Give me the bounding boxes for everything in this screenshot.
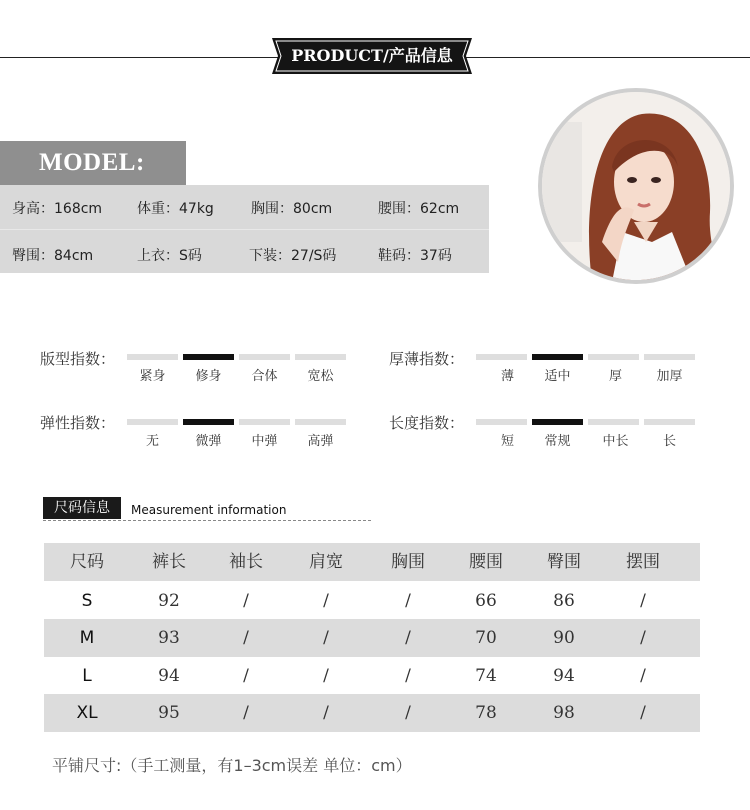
stat-shoe-size: 鞋码：37码 — [378, 248, 452, 264]
fit-index-segment-selected — [183, 354, 234, 360]
table-cell: / — [323, 703, 329, 723]
thickness-option-label: 适中 — [544, 369, 571, 384]
table-cell: / — [640, 666, 646, 686]
table-row — [44, 619, 700, 657]
length-option-label: 中长 — [602, 434, 629, 449]
table-cell: / — [323, 666, 329, 686]
thickness-index-segment-selected — [532, 354, 583, 360]
table-cell: / — [640, 703, 646, 723]
section-divider — [43, 520, 371, 521]
thickness-index-segment — [644, 354, 695, 360]
stat-hips: 臀围：84cm — [12, 248, 94, 264]
table-cell: / — [243, 666, 249, 686]
elasticity-option-label: 中弹 — [251, 434, 278, 449]
table-cell: M — [79, 628, 95, 648]
table-cell: 94 — [158, 666, 180, 686]
thickness-option-label: 薄 — [500, 369, 514, 384]
length-index-segment — [588, 419, 639, 425]
table-cell: / — [323, 591, 329, 611]
table-cell: 94 — [553, 666, 575, 686]
table-cell: / — [243, 628, 249, 648]
stat-waist: 腰围：62cm — [378, 201, 460, 217]
column-header: 胸围 — [391, 552, 425, 572]
elasticity-option-label: 无 — [145, 434, 159, 449]
column-header: 裤长 — [152, 552, 186, 572]
elasticity-index-title: 弹性指数： — [40, 414, 116, 432]
elasticity-index-segment — [295, 419, 346, 425]
table-cell: / — [640, 628, 646, 648]
table-row — [44, 582, 700, 620]
table-cell: / — [243, 703, 249, 723]
thickness-option-label: 厚 — [608, 369, 622, 384]
measurement-note: 平铺尺寸:（手工测量，有1–3cm误差 单位：cm） — [52, 756, 412, 775]
column-header: 摆围 — [626, 552, 660, 572]
table-cell: / — [405, 628, 411, 648]
column-header: 袖长 — [229, 552, 263, 572]
elasticity-option-label: 高弹 — [307, 434, 334, 449]
thickness-index-segment — [588, 354, 639, 360]
table-cell: / — [323, 628, 329, 648]
elasticity-index-segment — [239, 419, 290, 425]
fit-index-segment — [127, 354, 178, 360]
size-info-subtitle: Measurement information — [131, 503, 287, 517]
table-cell: / — [243, 591, 249, 611]
length-option-label: 长 — [662, 434, 676, 449]
stat-top-size: 上衣：S码 — [137, 248, 202, 264]
fit-index-segment — [239, 354, 290, 360]
elasticity-option-label: 微弹 — [195, 434, 222, 449]
table-cell: / — [640, 591, 646, 611]
size-info-tag: 尺码信息 — [43, 497, 121, 519]
length-index-segment — [644, 419, 695, 425]
stat-bottom-size: 下装：27/S码 — [249, 248, 337, 264]
model-photo — [538, 88, 734, 284]
fit-option-label: 宽松 — [307, 369, 334, 384]
thickness-option-label: 加厚 — [656, 369, 683, 384]
table-cell: 93 — [158, 628, 180, 648]
table-cell: 98 — [553, 703, 575, 723]
elasticity-index-segment — [127, 419, 178, 425]
table-cell: 78 — [475, 703, 497, 723]
column-header: 肩宽 — [309, 552, 343, 572]
stat-height: 身高：168cm — [12, 201, 103, 217]
fit-option-label: 合体 — [251, 369, 278, 384]
length-option-label: 常规 — [544, 434, 571, 449]
column-header: 腰围 — [469, 552, 503, 572]
column-header: 臀围 — [547, 552, 581, 572]
table-cell: 92 — [158, 591, 180, 611]
table-cell: 95 — [158, 703, 180, 723]
stat-bust: 胸围：80cm — [251, 201, 333, 217]
table-cell: L — [82, 666, 92, 686]
fit-index-segment — [295, 354, 346, 360]
thickness-index-title: 厚薄指数： — [389, 350, 465, 368]
table-cell: / — [405, 666, 411, 686]
thickness-index-segment — [476, 354, 527, 360]
elasticity-index-segment-selected — [183, 419, 234, 425]
table-header-row — [44, 543, 700, 581]
length-index-segment — [476, 419, 527, 425]
table-row — [44, 694, 700, 732]
fit-option-label: 修身 — [195, 369, 222, 384]
table-cell: S — [81, 591, 93, 611]
table-cell: 70 — [475, 628, 497, 648]
model-divider — [0, 229, 489, 230]
table-cell: 90 — [553, 628, 575, 648]
stat-weight: 体重：47kg — [137, 201, 214, 217]
table-cell: 74 — [475, 666, 497, 686]
table-cell: 86 — [553, 591, 575, 611]
length-index-segment-selected — [532, 419, 583, 425]
length-index-title: 长度指数： — [389, 414, 465, 432]
column-header: 尺码 — [70, 552, 104, 572]
table-row — [44, 657, 700, 695]
table-cell: / — [405, 591, 411, 611]
model-tab: MODEL: — [0, 141, 186, 185]
fit-option-label: 紧身 — [139, 369, 166, 384]
table-cell: 66 — [475, 591, 497, 611]
table-cell: XL — [76, 703, 98, 723]
page-title: PRODUCT/产品信息 — [291, 46, 453, 65]
fit-index-title: 版型指数： — [40, 350, 116, 368]
header-banner — [266, 36, 478, 76]
length-option-label: 短 — [500, 434, 514, 449]
table-cell: / — [405, 703, 411, 723]
